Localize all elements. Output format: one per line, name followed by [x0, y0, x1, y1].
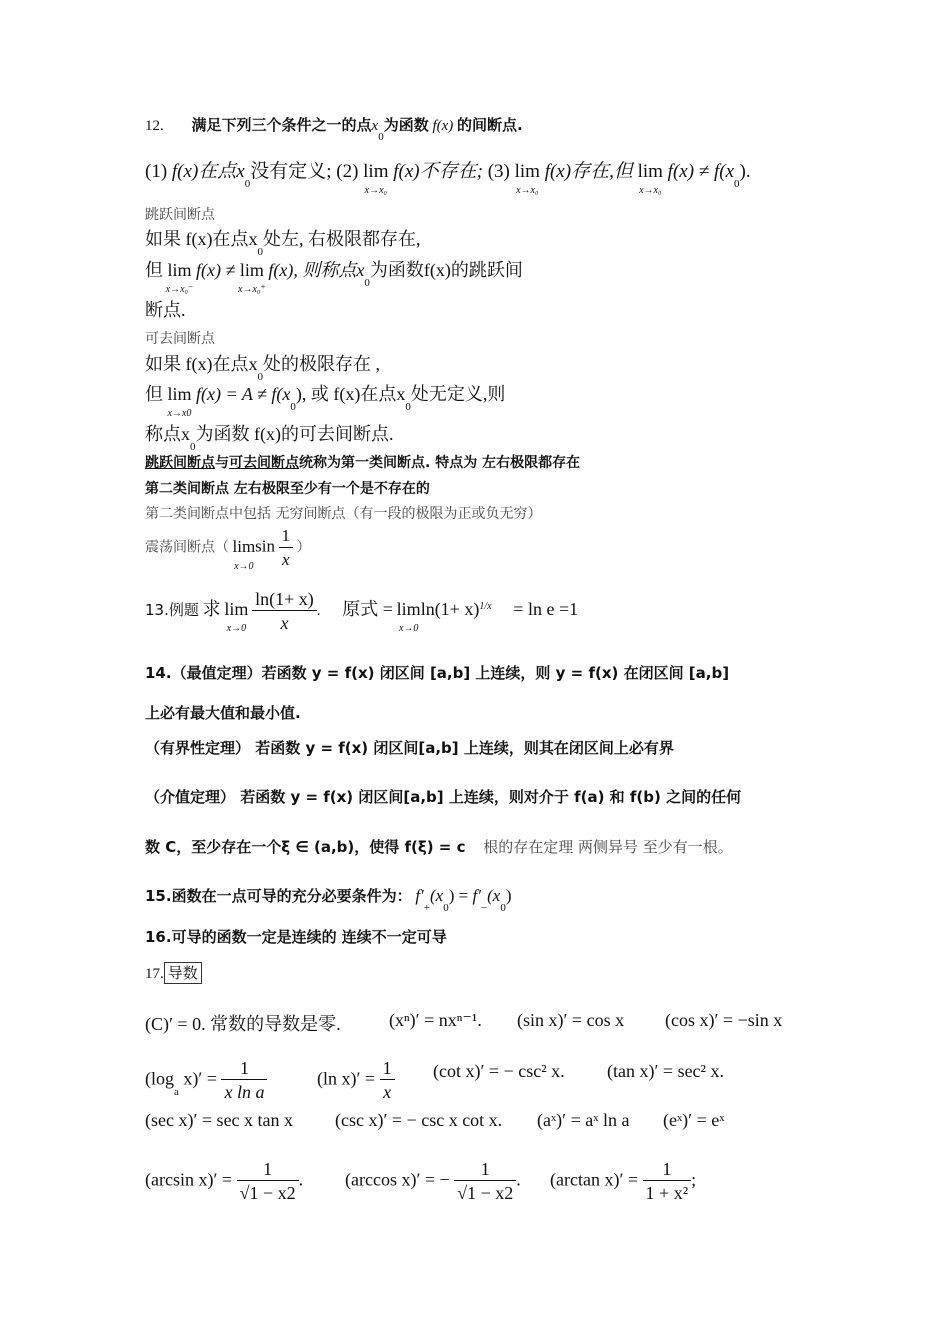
text: . [316, 602, 321, 619]
derivative-arccos [345, 1158, 521, 1205]
text: . [516, 1169, 521, 1190]
denominator: x [281, 550, 290, 569]
fraction [643, 1158, 692, 1205]
limit [396, 598, 421, 634]
fraction [380, 1057, 395, 1104]
lim-text: lim [514, 161, 540, 182]
fraction [454, 1158, 516, 1205]
summary-line-1 [145, 452, 580, 472]
bounded-theorem: （有界性定理） 若函数 y = f(x) 闭区间[a,b] 上连续，则其在闭区间上必有界 [145, 739, 674, 757]
text: f′ [472, 886, 481, 905]
limit [167, 384, 192, 419]
numerator: 1 [221, 1057, 267, 1080]
text: (x [487, 886, 501, 905]
limit [637, 161, 663, 196]
limit [224, 598, 249, 634]
numerator: 1 [237, 1158, 299, 1181]
subscript: 0 [500, 902, 506, 914]
condition-1-label: (1) [145, 161, 168, 182]
text: (arccos x)′ = − [345, 1169, 450, 1190]
derivative-arctan [550, 1158, 696, 1205]
numerator: 1 [380, 1057, 395, 1080]
text: 原式 = [342, 598, 393, 619]
condition-3-label: (3) [487, 161, 510, 182]
result: = ln e =1 [513, 598, 579, 619]
text: f(x) = A ≠ f(x [196, 384, 291, 404]
text: ; [691, 1169, 697, 1190]
subscript: 0 [290, 401, 296, 413]
subscript: 0 [244, 178, 251, 190]
text: (ln x)′ = [317, 1068, 376, 1089]
text: 15.函数在一点可导的充分必要条件为： [145, 887, 412, 905]
derivative-cot: (cot x)′ = − csc² x. [433, 1061, 565, 1081]
item-13-label: 13.例题 [145, 600, 199, 619]
denominator: x [280, 613, 289, 633]
note: 根的存在定理 两侧异号 至少有一根。 [483, 838, 733, 856]
subscript: 0 [364, 277, 370, 289]
limit [165, 260, 194, 295]
lim-under: x→x₀ [639, 185, 662, 196]
subscript: + [423, 902, 430, 914]
text: ) = [448, 886, 473, 905]
fraction [221, 1057, 267, 1104]
var-x: x [371, 118, 379, 134]
subscript: 0 [443, 902, 449, 914]
item-12-title-mid: 为函数 [383, 116, 429, 134]
text: ), 或 f(x)在点x [295, 384, 406, 404]
lim-text: lim [224, 598, 249, 619]
subscript: 0 [190, 441, 196, 453]
lim-under: x→x₀⁺ [238, 284, 266, 295]
lim-text: lim [232, 536, 256, 556]
item-17 [145, 962, 202, 983]
condition-2-text: f(x)不存在; [393, 161, 483, 182]
text: 如果 f(x)在点x [145, 229, 258, 249]
denominator: x ln a [224, 1082, 265, 1102]
numerator: ln(1+ x) [252, 588, 317, 611]
removable-line-3 [145, 420, 394, 453]
condition-1-end: 没有定义; [250, 161, 332, 182]
condition-2-label: (2) [336, 161, 359, 182]
summary-line-4 [145, 525, 311, 572]
item-12-heading [145, 114, 523, 143]
item-12-title-end: 的间断点. [457, 116, 523, 134]
text: (x [430, 886, 444, 905]
jump-line-2 [145, 256, 523, 295]
text: 与 [215, 455, 229, 471]
text: . [298, 1169, 304, 1190]
text: ) [505, 886, 512, 905]
discontinuity-conditions [145, 156, 751, 196]
item-number: 12. [145, 118, 164, 134]
derivative-tan: (tan x)′ = sec² x. [607, 1061, 724, 1081]
derivative-log [145, 1057, 267, 1104]
lim-under: x→x0 [167, 408, 192, 419]
subscript: a [174, 1085, 179, 1098]
derivative-sin: (sin x)′ = cos x [517, 1010, 625, 1030]
lim-text: lim [363, 161, 389, 182]
text: ） [296, 539, 311, 556]
text: 求 [202, 598, 221, 619]
derivative-constant: (C)′ = 0. 常数的导数是零. [145, 1014, 341, 1034]
derivative-exp-a: (aˣ)′ = aˣ ln a [537, 1110, 630, 1130]
item-16: 16.可导的函数一定是连续的 连续不一定可导 [145, 928, 447, 946]
removable-heading: 可去间断点 [145, 331, 215, 347]
text: f(x), 则称点x [268, 260, 365, 280]
text: 处左, 右极限都存在, [262, 229, 421, 249]
lim-under: x→0 [234, 560, 254, 572]
underlined-term: 跳跃间断点 [145, 455, 215, 471]
condition-3-end: f(x) ≠ f(x [667, 161, 735, 182]
text: 处的极限存在 , [262, 354, 380, 374]
item-14-line-1: 14.（最值定理）若函数 y = f(x) 闭区间 [a,b] 上连续，则 y = f(x) 在闭区间 [a,b] [145, 664, 730, 682]
derivative-sec: (sec x)′ = sec x tan x [145, 1110, 294, 1130]
subscript: 0 [257, 246, 263, 258]
jump-heading: 跳跃间断点 [145, 207, 215, 223]
subscript: 0 [405, 401, 411, 413]
subscript: 0 [257, 371, 263, 383]
text: (arctan x)′ = [550, 1169, 639, 1190]
jump-line-1 [145, 225, 421, 258]
text: 但 [145, 384, 163, 404]
lim-under: x→0 [226, 622, 247, 634]
derivatives-row-2 [145, 1045, 805, 1102]
denominator: 1 + x² [645, 1183, 689, 1203]
lim-under: x→0 [398, 622, 419, 634]
text: (arcsin x)′ = [145, 1169, 233, 1190]
summary-line-3: 第二类间断点中包括 无穷间断点（有一段的极限为正或负无穷） [145, 506, 542, 522]
removable-line-2 [145, 380, 506, 419]
exponent: 1/x [479, 600, 492, 612]
item-13 [145, 588, 578, 635]
limit [363, 161, 389, 196]
summary-line-2: 第二类间断点 左右极限至少有一个是不存在的 [145, 481, 430, 497]
text: 统称为第一类间断点. 特点为 左右极限都存在 [299, 455, 581, 471]
lim-text: lim [637, 161, 663, 182]
derivatives-row-4 [145, 1152, 805, 1212]
text: x)′ = [178, 1068, 217, 1089]
lim-text: lim [396, 598, 421, 619]
text: 称点x [145, 424, 190, 444]
fraction [252, 588, 317, 635]
lim-under: x→x₀ [364, 185, 388, 196]
derivative-arcsin [145, 1158, 303, 1205]
subscript: 0 [734, 178, 740, 190]
text: (log [145, 1068, 174, 1089]
item-12-title: 满足下列三个条件之一的点 [191, 116, 372, 134]
function-fx: f(x) [432, 118, 454, 134]
numerator: 1 [643, 1158, 692, 1181]
derivative-exp-e: (eˣ)′ = eˣ [663, 1110, 725, 1130]
lim-under: x→x₀ [516, 185, 539, 196]
text: 但 [145, 260, 163, 280]
text: ln(1+ x) [420, 598, 480, 619]
numerator: 1 [454, 1158, 516, 1181]
ivt-line-1: （介值定理） 若函数 y = f(x) 闭区间[a,b] 上连续，则对介于 f(a) 和 f(b) 之间的任何 [145, 788, 742, 806]
removable-line-1 [145, 350, 380, 383]
denominator: √1 − x2 [239, 1183, 296, 1203]
text: f(x) ≠ [196, 260, 236, 280]
condition-1-text: f(x)在点x [171, 161, 245, 182]
close-paren: ). [739, 161, 751, 182]
text: 为函数 f(x)的可去间断点. [195, 424, 394, 444]
item-14-line-2: 上必有最大值和最小值. [145, 704, 301, 722]
ivt-line-2 [145, 836, 733, 857]
numerator: 1 [279, 525, 294, 548]
limit [232, 536, 256, 572]
text: 处无定义,则 [410, 384, 506, 404]
derivative-csc: (csc x)′ = − csc x cot x. [335, 1110, 503, 1130]
jump-line-3: 断点. [145, 300, 186, 320]
boxed-heading: 导数 [164, 962, 202, 984]
item-number: 17. [145, 966, 164, 982]
derivative-cos: (cos x)′ = −sin x [665, 1010, 783, 1030]
lim-text: lim [167, 384, 192, 404]
text: 数 C，至少存在一个ξ ∈ (a,b)，使得 f(ξ) = c [145, 838, 466, 856]
text: 为函数f(x)的跳跃间 [369, 260, 523, 280]
subscript: − [480, 902, 488, 914]
item-15 [145, 885, 512, 914]
limit [514, 161, 540, 196]
text: f′ [415, 886, 424, 905]
condition-3-text: f(x)存在,但 [544, 161, 633, 182]
limit [238, 260, 266, 295]
lim-text: lim [167, 260, 192, 280]
text: 如果 f(x)在点x [145, 354, 258, 374]
subscript: 0 [378, 131, 384, 143]
derivative-ln [317, 1057, 395, 1104]
underlined-term: 可去间断点 [229, 455, 299, 471]
lim-text: lim [239, 260, 264, 280]
denominator: x [383, 1082, 392, 1102]
denominator: √1 − x2 [457, 1183, 514, 1203]
sin-text: sin [255, 536, 276, 556]
fraction [279, 525, 294, 572]
fraction [237, 1158, 299, 1205]
derivative-power: (xⁿ)′ = nxⁿ⁻¹. [389, 1010, 482, 1030]
text: 震荡间断点（ [145, 539, 229, 556]
lim-under: x→x₀⁻ [165, 284, 194, 295]
